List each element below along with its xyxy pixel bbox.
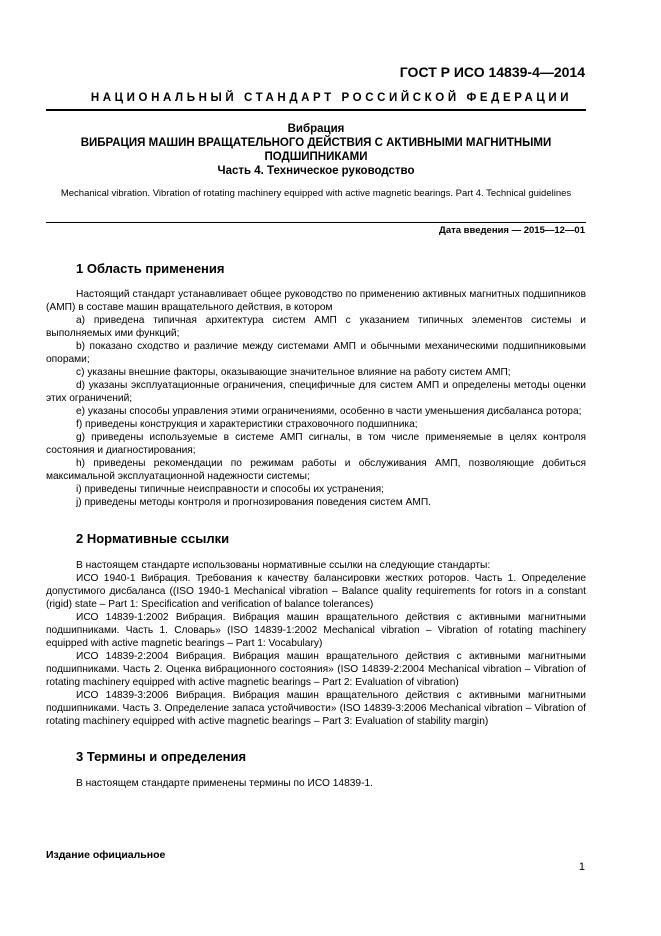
reference-item: ИСО 14839-1:2002 Вибрация. Вибрация машин вращательного действия с активными магнитными подшипниками. Часть 1. Словарь» (ISO 14839-1:2002 Mechanical vibration – Vibration of rotating machinery equipped with active magnetic bearings – Part 1: Vocabulary) — [46, 612, 586, 649]
title-line-1: Вибрация — [287, 123, 345, 135]
national-standard-banner: НАЦИОНАЛЬНЫЙ СТАНДАРТ РОССИЙСКОЙ ФЕДЕРАЦИИ — [90, 92, 573, 104]
page-number: 1 — [578, 861, 585, 873]
list-item: d) указаны эксплуатационные ограничения, специфичные для систем АМП и определены методы оценки этих ограничений; — [46, 380, 586, 404]
title-line-4: Часть 4. Техническое руководство — [217, 165, 415, 177]
section-3-body — [46, 777, 586, 790]
section-3-heading: 3 Термины и определения — [76, 749, 247, 764]
list-item: f) приведены конструкция и характеристики страховочного подшипника; — [76, 419, 418, 430]
list-item: c) указаны внешние факторы, оказывающие значительное влияние на работу систем АМП; — [76, 367, 511, 378]
list-item: e) указаны способы управления этими ограничениями, особенно в части уменьшения дисбаланса ротора; — [76, 406, 582, 417]
standard-code: ГОСТ Р ИСО 14839-4—2014 — [399, 64, 585, 80]
english-title: Mechanical vibration. Vibration of rotating machinery equipped with active magnetic bearings. Part 4. Technical guidelines — [60, 188, 572, 199]
official-edition-label: Издание официальное — [46, 849, 166, 861]
section-1-body — [46, 288, 586, 509]
section-2-heading: 2 Нормативные ссылки — [76, 531, 230, 546]
list-item: j) приведены методы контроля и прогнозирования поведения систем АМП. — [76, 497, 431, 508]
paragraph: В настоящем стандарте использованы нормативные ссылки на следующие стандарты: — [76, 560, 491, 571]
section-1-heading: 1 Область применения — [76, 261, 225, 276]
intro-date-rule — [46, 222, 586, 223]
title-line-2: ВИБРАЦИЯ МАШИН ВРАЩАТЕЛЬНОГО ДЕЙСТВИЯ С АКТИВНЫМИ МАГНИТНЫМИ — [80, 137, 552, 149]
header-rule — [46, 109, 586, 111]
list-item: h) приведены рекомендации по режимам работы и обслуживания АМП, позволяющие добиться максимальной эксплуатационной надежности системы; — [46, 458, 586, 482]
list-item: g) приведены используемые в системе АМП сигналы, в том числе применяемые в целях контроля состояния и диагностирования; — [46, 432, 586, 456]
list-item: b) показано сходство и различие между системами АМП и обычными механическими подшипниковыми опорами; — [46, 341, 586, 365]
introduction-date: Дата введения — 2015—12—01 — [439, 225, 585, 236]
reference-item: ИСО 14839-2:2004 Вибрация. Вибрация машин вращательного действия с активными магнитными подшипниками. Часть 2. Оценка вибрационного состояния» (ISO 14839-2:2004 Mechanical vibration – Vibration of rotating machinery equipped with active magnetic bearings – Part 2: Evaluation of vibration) — [46, 651, 586, 688]
section-2-body — [46, 559, 586, 728]
list-item: a) приведена типичная архитектура систем АМП с указанием типичных элементов системы и выполняемых ими функций; — [46, 315, 586, 339]
list-item: i) приведены типичные неисправности и способы их устранения; — [76, 484, 385, 495]
title-line-3: ПОДШИПНИКАМИ — [264, 151, 368, 163]
paragraph: В настоящем стандарте применены термины по ИСО 14839-1. — [76, 778, 373, 789]
paragraph: Настоящий стандарт устанавливает общее руководство по применению активных магнитных подшипников (АМП) в составе машин вращательного действия, в котором — [46, 289, 586, 313]
reference-item: ИСО 1940-1 Вибрация. Требования к качеству балансировки жестких роторов. Часть 1. Определение допустимого дисбаланса ((ISO 1940-1 Mechanical vibration – Balance quality requirements for rotors in a constant (rigid) state – Part 1: Specification and verification of balance tolerances) — [46, 573, 586, 610]
reference-item: ИСО 14839-3:2006 Вибрация. Вибрация машин вращательного действия с активными магнитными подшипниками. Часть 3. Определение запаса устойчивости» (ISO 14839-3:2006 Mechanical vibration – Vibration of rotating machinery equipped with active magnetic bearings – Part 3: Evaluation of stability margin) — [46, 690, 586, 727]
document-title — [46, 122, 586, 178]
